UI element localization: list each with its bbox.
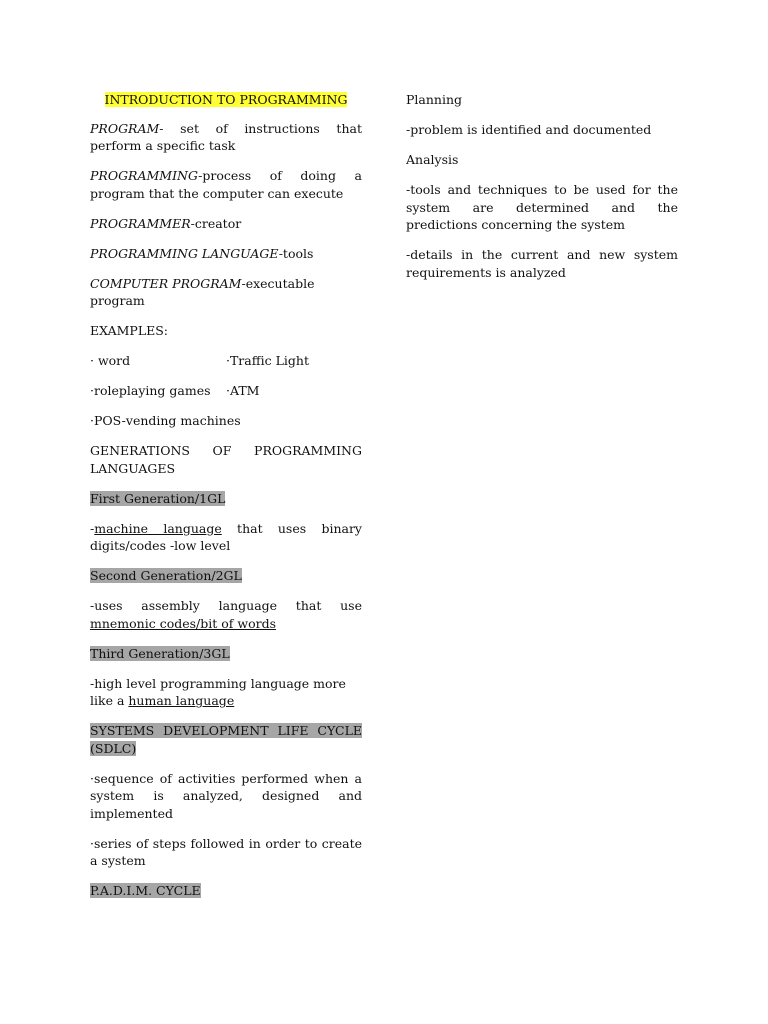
heading-highlight: First Generation/1GL xyxy=(90,490,226,506)
second-generation-text xyxy=(90,597,362,632)
heading-highlight: P.A.D.I.M. CYCLE xyxy=(90,883,201,898)
text-body: that uses binary digits/codes -low level xyxy=(90,520,362,553)
analysis-heading: Analysis xyxy=(406,152,459,167)
text-body: -uses assembly language that use xyxy=(90,598,362,613)
definition-programming-language xyxy=(90,245,362,263)
example-item: ·ATM xyxy=(226,383,260,398)
analysis-point: -details in the current and new system requirements is analyzed xyxy=(406,247,678,280)
definition-text: tools xyxy=(282,245,314,261)
third-generation-heading xyxy=(90,645,362,663)
heading-highlight: Third Generation/3GL xyxy=(90,645,230,661)
definition-text: creator xyxy=(194,215,242,231)
definition-computer-program xyxy=(90,275,362,310)
definition-programming xyxy=(90,167,362,202)
example-item: ·Traffic Light xyxy=(226,353,309,368)
heading-word: GENERATIONS xyxy=(90,443,190,458)
heading-highlight: Second Generation/2GL xyxy=(90,568,242,583)
text-prefix: - xyxy=(90,520,95,536)
left-column xyxy=(90,91,362,912)
definition-text: process of doing a program that the computer can execute xyxy=(90,168,362,201)
sdlc-point: ·series of steps followed in order to create a system xyxy=(90,835,362,868)
heading-word: LANGUAGES xyxy=(90,460,176,476)
examples-heading: EXAMPLES: xyxy=(90,323,169,338)
examples-row xyxy=(90,382,362,400)
example-item: ·roleplaying games xyxy=(90,383,211,398)
planning-heading: Planning xyxy=(406,92,463,107)
planning-text: -problem is identified and documented xyxy=(406,122,652,137)
heading-word: OF xyxy=(212,443,232,458)
generations-heading xyxy=(90,442,362,477)
first-generation-text xyxy=(90,520,362,555)
definition-text: executable program xyxy=(90,275,315,308)
sdlc-point: ·sequence of activities performed when a system is analyzed, designed and implemented xyxy=(90,770,362,821)
example-item: ·POS-vending machines xyxy=(90,413,241,428)
padim-heading xyxy=(90,882,362,900)
underlined-term: human language xyxy=(128,693,235,708)
second-generation-heading xyxy=(90,567,362,585)
example-item: · word xyxy=(90,353,131,368)
examples-row xyxy=(90,352,362,370)
third-generation-text xyxy=(90,675,362,710)
examples-row xyxy=(90,412,362,430)
sdlc-heading xyxy=(90,722,362,757)
term: PROGRAMMING- xyxy=(90,168,203,183)
right-column xyxy=(406,91,678,294)
underlined-term: machine language xyxy=(94,520,222,536)
definition-programmer xyxy=(90,215,362,233)
document-title xyxy=(90,91,362,109)
generations-heading-line xyxy=(90,442,362,460)
underlined-term: mnemonic codes/bit of words xyxy=(90,615,276,631)
text-body: -high level programming language more like a xyxy=(90,675,346,708)
heading-highlight: SYSTEMS DEVELOPMENT LIFE CYCLE (SDLC) xyxy=(90,723,362,756)
term: PROGRAM- xyxy=(90,120,164,136)
term: PROGRAMMER- xyxy=(90,215,195,231)
definition-program xyxy=(90,120,362,155)
title-highlight: INTRODUCTION TO PROGRAMMING xyxy=(104,92,348,107)
first-generation-heading xyxy=(90,490,362,508)
analysis-point: -tools and techniques to be used for the system are determined and the predictions concerning the system xyxy=(406,182,678,232)
term: COMPUTER PROGRAM- xyxy=(90,275,246,291)
term: PROGRAMMING LANGUAGE- xyxy=(90,245,283,261)
heading-word: PROGRAMMING xyxy=(254,443,362,458)
definition-text: set of instructions that perform a specific task xyxy=(90,120,362,153)
